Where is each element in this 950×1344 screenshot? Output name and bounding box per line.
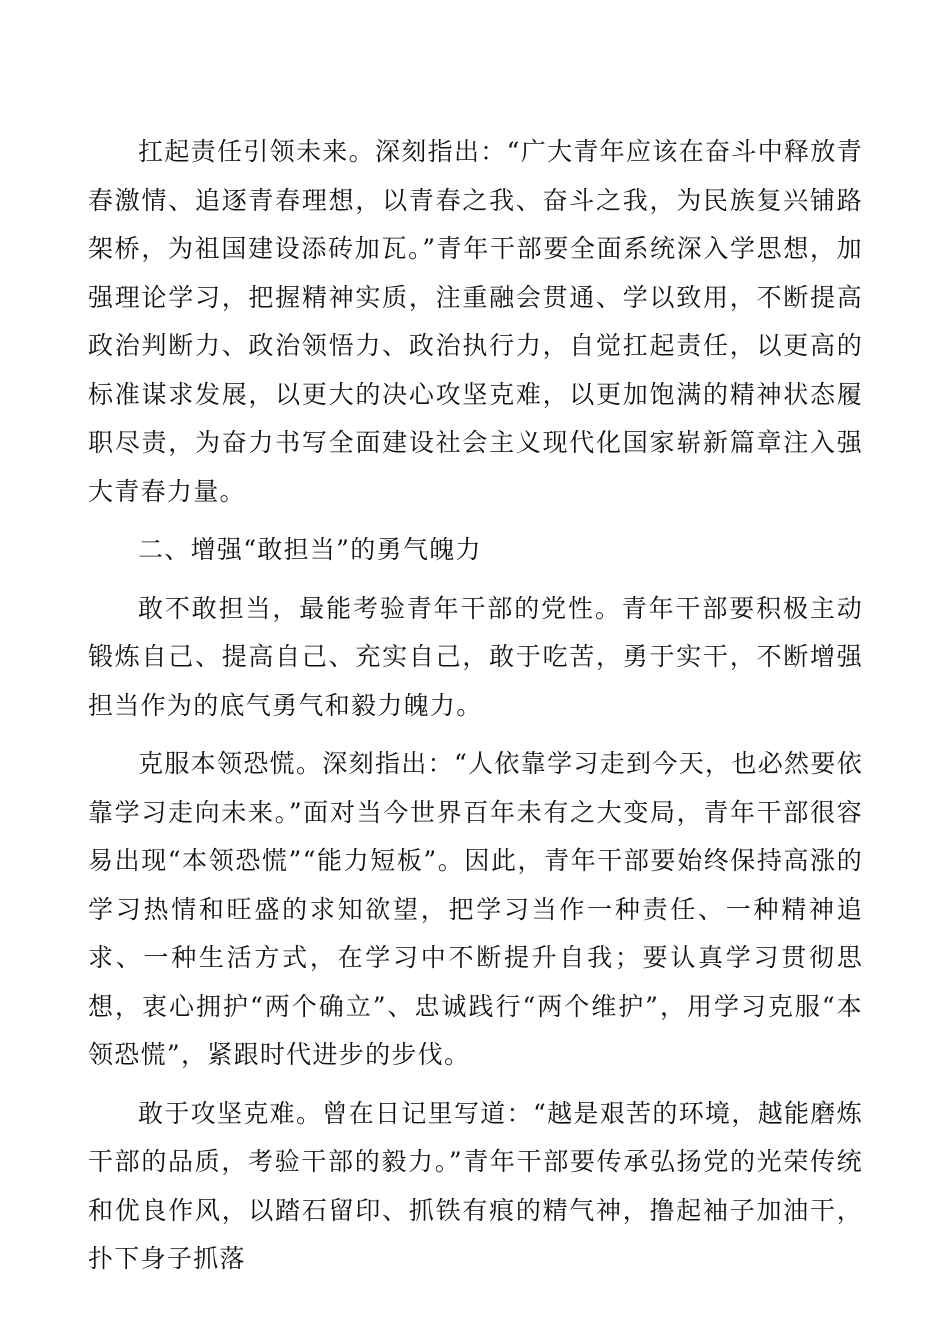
paragraph-responsibility: 扛起责任引领未来。深刻指出：“广大青年应该在奋斗中释放青春激情、追逐青春理想，以青春之我、奋斗之我，为民族复兴铺路架桥，为祖国建设添砖加瓦。”青年干部要全面系统深入学思想，加强理论学习，把握精神实质，注重融会贯通、学以致用，不断提高政治判断力、政治领悟力、政治执行力，自觉扛起责任，以更高的标准谋求发展，以更大的决心攻坚克难，以更加饱满的精神状态履职尽责，为奋力书写全面建设社会主义现代化国家崭新篇章注入强大青春力量。 [88,137,863,506]
paragraph-party-spirit: 敢不敢担当，最能考验青年干部的党性。青年干部要积极主动锻炼自己、提高自己、充实自己，敢于吃苦，勇于实干，不断增强担当作为的底气勇气和毅力魄力。 [88,593,863,720]
paragraph-tackle-difficulties: 敢于攻坚克难。曾在日记里写道：“越是艰苦的环境，越能磨炼干部的品质，考验干部的毅力。”青年干部要传承弘扬党的光荣传统和优良作风，以踏石留印、抓铁有痕的精气神，撸起袖子加油干，扑下身子抓落 [88,1098,863,1273]
section-heading-courage: 二、增强“敢担当”的勇气魄力 [138,535,482,564]
paragraph-skill-panic: 克服本领恐慌。深刻指出：“人依靠学习走到今天，也必然要依靠学习走向未来。”面对当今世界百年未有之大变局，青年干部很容易出现“本领恐慌”“能力短板”。因此，青年干部要始终保持高涨的学习热情和旺盛的求知欲望，把学习当作一种责任、一种精神追求、一种生活方式，在学习中不断提升自我；要认真学习贯彻思想，衷心拥护“两个确立”、忠诚践行“两个维护”，用学习克服“本领恐慌”，紧跟时代进步的步伐。 [88,749,863,1069]
document-page [88,128,863,1294]
